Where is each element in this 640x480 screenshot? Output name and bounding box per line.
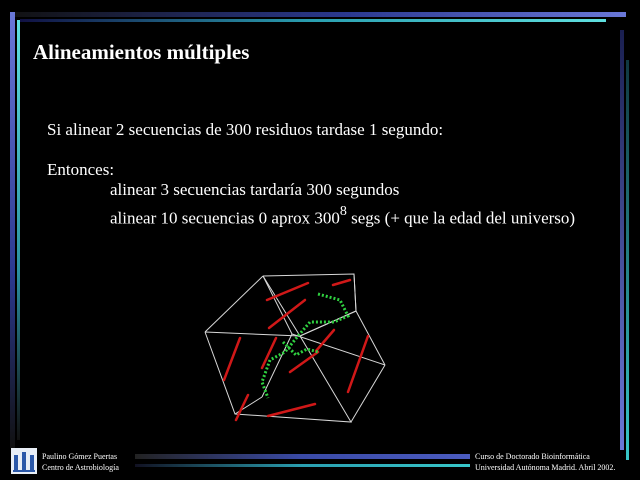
institution-logo-icon xyxy=(11,448,37,474)
ten-sequences-line xyxy=(110,206,575,229)
intro-line: Si alinear 2 secuencias de 300 residuos tardase 1 segundo: xyxy=(47,120,444,139)
three-sequences-line: alinear 3 secuencias tardaría 300 segundos xyxy=(110,180,400,199)
cube-edges xyxy=(205,274,385,422)
author-name: Paulino Gómez Puertas xyxy=(42,452,118,461)
alignment-path-branch xyxy=(283,342,318,355)
then-line: Entonces: xyxy=(47,160,115,179)
course-info xyxy=(475,451,615,473)
ten-seq-text-end: segs (+ que la edad del universo) xyxy=(346,208,576,228)
author-info xyxy=(42,451,119,473)
red-segments xyxy=(224,280,368,420)
exponent: 8 xyxy=(339,204,347,219)
author-center: Centro de Astrobiología xyxy=(42,463,119,472)
alignment-cube-illustration xyxy=(195,262,395,432)
course-name: Curso de Doctorado Bioinformática xyxy=(475,452,590,461)
ten-seq-text: alinear 10 secuencias 0 aprox 300 xyxy=(110,208,340,228)
slide-title: Alineamientos múltiples xyxy=(33,40,250,64)
alignment-path xyxy=(262,294,348,398)
course-university: Universidad Autónoma Madrid. Abril 2002. xyxy=(475,463,616,472)
